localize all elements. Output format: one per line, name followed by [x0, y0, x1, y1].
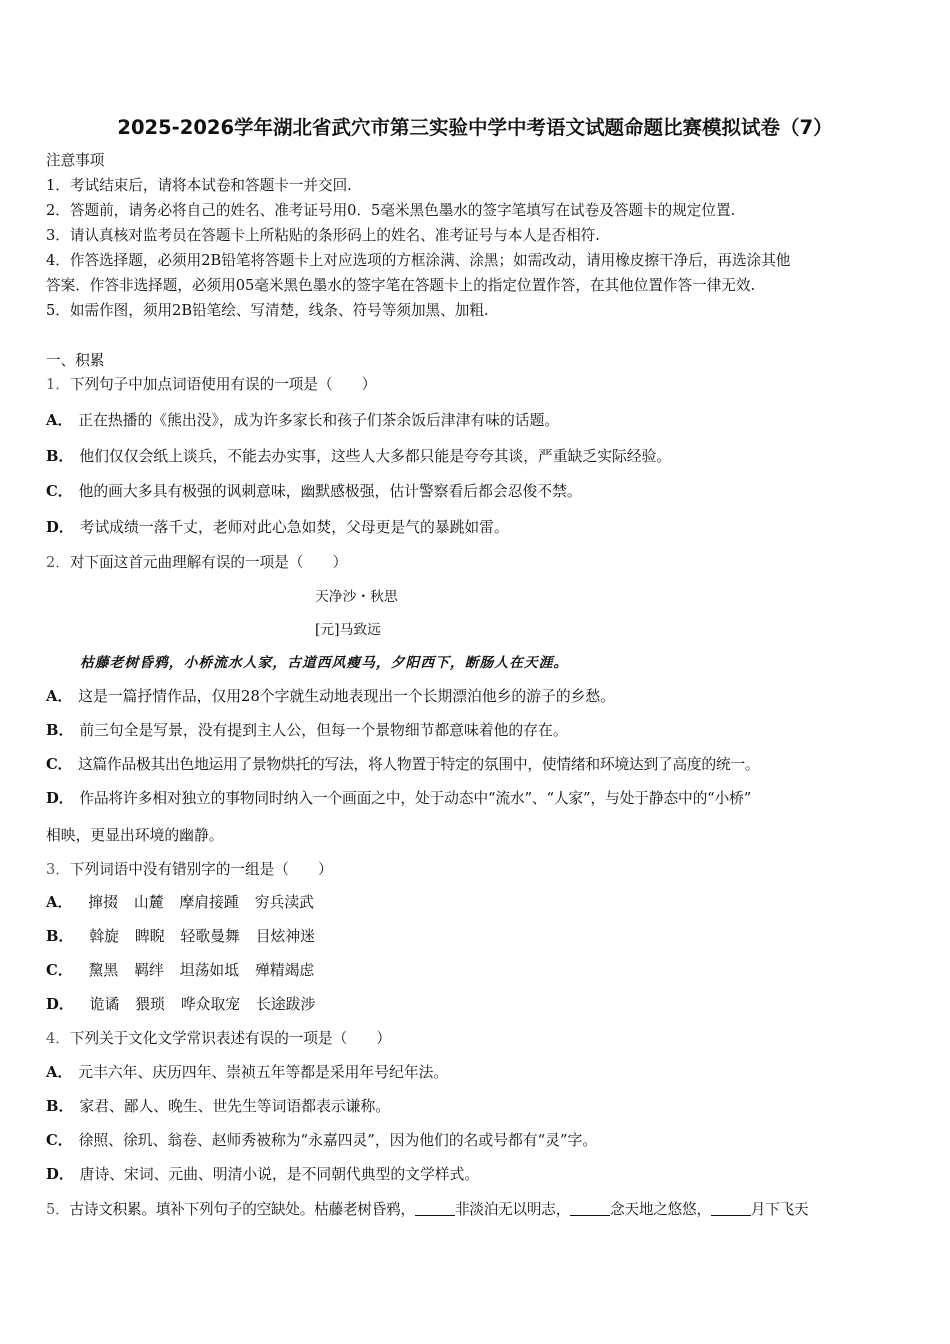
- option-word: 睥睨: [134, 928, 165, 945]
- option-label: B．: [46, 722, 74, 739]
- option-word: 哗众取宠: [180, 996, 241, 1013]
- question-number: 4．: [46, 1030, 70, 1047]
- option-text: 徐照、徐玑、翁卷、赵师秀被称为“永嘉四灵”，因为他们的名或号都有“灵”字。: [78, 1132, 598, 1149]
- option-label: B．: [46, 1098, 74, 1115]
- option-a: [46, 687, 615, 707]
- option-word: 斡旋: [89, 928, 119, 945]
- option-label: A．: [46, 1064, 73, 1081]
- notice-heading: 注意事项: [46, 152, 105, 169]
- poem-author: [元]马致远: [315, 622, 381, 638]
- option-label: A．: [46, 894, 73, 911]
- section-heading: 一、积累: [46, 352, 105, 369]
- option-text: 作品将许多相对独立的事物同时纳入一个画面之中，处于动态中“流水”、“人家”，与处于静态中的“小桥”: [79, 790, 752, 807]
- option-c: [46, 961, 330, 981]
- option-text: 他们仅仅会纸上谈兵，不能去办实事，这些人大多都只能是夸夸其谈，严重缺乏实际经验。: [79, 448, 672, 465]
- option-word: 羁绊: [134, 962, 164, 979]
- option-d-continued: 相映，更显出环境的幽静。: [46, 827, 224, 844]
- question-text: 下列句子中加点词语使用有误的一项是（ ）: [69, 376, 377, 393]
- answer-blank[interactable]: [570, 1201, 610, 1216]
- option-label: C．: [46, 483, 73, 500]
- option-word: 山麓: [133, 894, 164, 911]
- option-b: [46, 1097, 390, 1117]
- answer-blank[interactable]: [415, 1201, 455, 1216]
- question-5-stem: [46, 1200, 808, 1220]
- option-label: D．: [46, 790, 74, 807]
- option-word: 长途跋涉: [256, 996, 316, 1013]
- option-word: 猥琐: [135, 996, 165, 1013]
- answer-blank[interactable]: [711, 1201, 751, 1216]
- option-label: D．: [46, 519, 74, 536]
- option-d: [46, 789, 751, 809]
- option-word: 诡谲: [89, 996, 120, 1013]
- page-title: 2025-2026学年湖北省武穴市第三实验中学中考语文试题命题比赛模拟试卷（7）: [117, 116, 833, 139]
- question-1-stem: [46, 375, 376, 395]
- option-label: C．: [46, 756, 72, 773]
- option-b: [46, 721, 568, 741]
- option-text: 唐诗、宋词、元曲、明清小说，是不同朝代典型的文学样式。: [79, 1166, 480, 1183]
- notice-item: 2．答题前，请务必将自己的姓名、准考证号用0．5毫米黑色墨水的签字笔填写在试卷及答题卡的规定位置.: [46, 202, 736, 219]
- notice-item: 答案．作答非选择题，必须用05毫米黑色墨水的签字笔在答题卡上的指定位置作答，在其他位置作答一律无效.: [46, 277, 756, 294]
- notice-item: 4．作答选择题，必须用2B铅笔将答题卡上对应选项的方框涂满、涂黑；如需改动，请用橡皮擦干净后，再选涂其他: [46, 252, 791, 269]
- option-text: 他的画大多具有极强的讽刺意味，幽默感极强，估计警察看后都会忍俊不禁。: [78, 483, 582, 500]
- option-word: 黧黑: [88, 962, 119, 979]
- question-text: 念天地之悠悠，: [610, 1201, 711, 1218]
- poem-title: 天净沙・秋思: [315, 589, 398, 605]
- option-word: 穷兵渎武: [254, 894, 314, 911]
- option-a: [46, 411, 559, 431]
- question-text: 古诗文积累。填补下列句子的空缺处。枯藤老树昏鸦，: [69, 1201, 415, 1218]
- question-number: 5．: [46, 1201, 70, 1218]
- option-text: 元丰六年、庆历四年、崇祯五年等都是采用年号纪年法。: [78, 1064, 449, 1081]
- option-a: [46, 893, 330, 913]
- question-4-stem: [46, 1029, 391, 1049]
- option-text: 正在热播的《熊出没》，成为许多家长和孩子们茶余饭后津津有味的话题。: [78, 412, 560, 429]
- notice-item: 1．考试结束后，请将本试卷和答题卡一并交回.: [46, 177, 352, 194]
- option-word: 殚精竭虑: [255, 962, 315, 979]
- notice-item: 3．请认真核对监考员在答题卡上所粘贴的条形码上的姓名、准考证号与本人是否相符.: [46, 227, 600, 244]
- option-text: 这是一篇抒情作品，仅用28个字就生动地表现出一个长期漂泊他乡的游子的乡愁。: [78, 688, 616, 705]
- option-d: [46, 1165, 479, 1185]
- option-label: C．: [46, 1132, 73, 1149]
- option-label: B．: [46, 448, 74, 465]
- option-label: B．: [46, 928, 74, 945]
- option-word: 摩肩接踵: [179, 894, 239, 911]
- question-2-stem: [46, 553, 347, 573]
- option-c: [46, 482, 582, 502]
- question-3-stem: [46, 860, 333, 880]
- option-label: D．: [46, 1166, 74, 1183]
- option-text: 考试成绩一落千丈，老师对此心急如焚，父母更是气的暴跳如雷。: [79, 519, 509, 536]
- option-label: D．: [46, 996, 74, 1013]
- option-b: [46, 447, 671, 467]
- question-text: 对下面这首元曲理解有误的一项是（ ）: [69, 554, 348, 571]
- option-a: [46, 1063, 448, 1083]
- question-text: 下列关于文化文学常识表述有误的一项是（ ）: [69, 1030, 391, 1047]
- question-number: 2．: [46, 554, 70, 571]
- question-text: 非淡泊无以明志，: [454, 1201, 571, 1218]
- option-text: 前三句全是写景，没有提到主人公，但每一个景物细节都意味着他的存在。: [79, 722, 568, 739]
- option-word: 轻歌曼舞: [180, 928, 240, 945]
- option-label: A．: [46, 688, 73, 705]
- question-text: 月下飞天: [750, 1201, 809, 1218]
- option-d: [46, 518, 509, 538]
- option-label: C．: [46, 962, 73, 979]
- option-word: 撺掇: [88, 894, 118, 911]
- option-word: 坦荡如坻: [179, 962, 239, 979]
- question-text: 下列词语中没有错别字的一组是（ ）: [69, 861, 333, 878]
- option-label: A．: [46, 412, 73, 429]
- question-number: 1．: [46, 376, 70, 393]
- question-number: 3．: [46, 861, 70, 878]
- option-c: [46, 755, 759, 775]
- option-d: [46, 995, 331, 1015]
- option-text: 家君、鄙人、晚生、世先生等词语都表示谦称。: [79, 1098, 391, 1115]
- option-c: [46, 1131, 597, 1151]
- option-b: [46, 927, 331, 947]
- poem-text: 枯藤老树昏鸦，小桥流水人家，古道西风瘦马，夕阳西下，断肠人在天涯。: [80, 655, 569, 671]
- notice-item: 5．如需作图，须用2B铅笔绘、写清楚，线条、符号等须加黑、加粗.: [46, 302, 489, 319]
- option-text: 这篇作品极其出色地运用了景物烘托的写法，将人物置于特定的氛围中，使情绪和环境达到了高度的统一。: [77, 756, 760, 773]
- option-word: 目炫神迷: [255, 928, 315, 945]
